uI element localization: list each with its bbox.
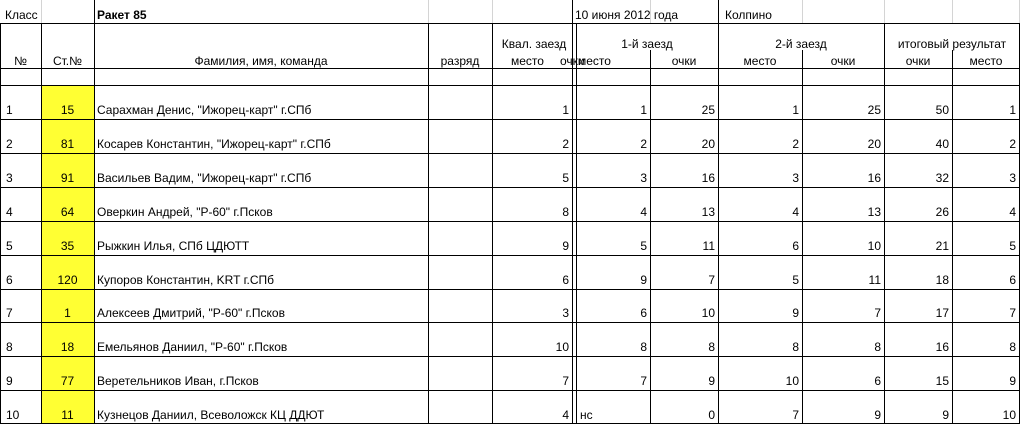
cell-final-place: 10 <box>1002 408 1016 422</box>
event-place: Колпино <box>725 8 772 22</box>
grid-line <box>41 23 42 424</box>
cell-name: Купоров Константин, KRT г.СПб <box>97 273 274 287</box>
cell-final-points: 16 <box>935 340 949 354</box>
cell-race1-points: 0 <box>708 408 715 422</box>
cell-race2-place: 9 <box>792 306 799 320</box>
cell-final-points: 32 <box>935 171 949 185</box>
cell-num: 8 <box>6 340 13 354</box>
cell-race1-place: нс <box>580 408 593 422</box>
event-date: 10 июня 2012 года <box>575 8 679 22</box>
grid-line <box>0 289 1020 290</box>
cell-race2-points: 11 <box>868 273 881 287</box>
cell-num: 1 <box>6 103 13 117</box>
cell-race2-points: 7 <box>874 306 881 320</box>
cell-race2-points: 25 <box>867 103 881 117</box>
cell-race1-points: 10 <box>701 306 715 320</box>
grid-line <box>802 0 803 23</box>
cell-final-points: 40 <box>935 137 949 151</box>
col-race1: 1-й заезд <box>621 37 673 51</box>
cell-name: Косарев Константин, "Ижорец-карт" г.СПб <box>97 137 331 151</box>
cell-race1-points: 16 <box>701 171 715 185</box>
cell-qual-place: 8 <box>562 205 569 219</box>
cell-qual-place: 2 <box>562 137 569 151</box>
cell-qual-place: 4 <box>562 408 569 422</box>
cell-race2-place: 6 <box>792 239 799 253</box>
cell-final-place: 9 <box>1009 374 1016 388</box>
cell-qual-place: 7 <box>562 374 569 388</box>
grid-line <box>0 23 1 424</box>
cell-race1-place: 3 <box>640 171 647 185</box>
cell-num: 9 <box>6 374 13 388</box>
col-start-num: Ст.№ <box>52 54 83 68</box>
cell-num: 7 <box>6 306 13 320</box>
cell-start-num: 15 <box>60 103 75 117</box>
col-final: итоговый результат <box>897 37 1007 51</box>
cell-race1-place: 4 <box>640 205 647 219</box>
cell-race1-place: 7 <box>640 374 647 388</box>
cell-final-points: 15 <box>935 374 949 388</box>
grid-line <box>0 119 1020 120</box>
cell-num: 6 <box>6 273 13 287</box>
cell-race2-place: 7 <box>792 408 799 422</box>
col-race2: 2-й заезд <box>775 37 827 51</box>
cell-start-num: 1 <box>64 306 71 320</box>
cell-start-num: 120 <box>57 273 78 287</box>
grid-line <box>0 68 1020 69</box>
grid-line <box>0 255 1020 256</box>
cell-race1-place: 6 <box>640 306 647 320</box>
cell-name: Васильев Вадим, "Ижорец-карт" г.СПб <box>97 171 312 185</box>
cell-race2-place: 8 <box>792 340 799 354</box>
cell-num: 5 <box>6 239 13 253</box>
cell-qual-place: 9 <box>562 239 569 253</box>
cell-qual-place: 5 <box>562 171 569 185</box>
cell-num: 10 <box>6 408 20 422</box>
cell-race2-points: 20 <box>867 137 881 151</box>
cell-qual-place: 6 <box>562 273 569 287</box>
grid-line <box>0 356 1020 357</box>
cell-race1-points: 9 <box>708 374 715 388</box>
cell-final-place: 4 <box>1009 205 1016 219</box>
grid-line <box>650 0 651 23</box>
col-race1-place: место <box>578 54 611 68</box>
cell-final-points: 18 <box>935 273 949 287</box>
cell-name: Емельянов Даниил, "Р-60" г.Псков <box>97 340 288 354</box>
col-race2-points: очки <box>830 54 856 68</box>
cell-final-points: 50 <box>935 103 949 117</box>
cell-final-place: 8 <box>1009 340 1016 354</box>
cell-race1-place: 5 <box>640 239 647 253</box>
cell-final-points: 26 <box>935 205 949 219</box>
col-race2-place: место <box>743 54 777 68</box>
cell-num: 4 <box>6 205 13 219</box>
cell-start-num: 11 <box>61 408 74 422</box>
cell-final-place: 6 <box>1009 273 1016 287</box>
cell-final-place: 3 <box>1009 171 1016 185</box>
cell-race2-points: 6 <box>874 374 881 388</box>
cell-race1-place: 8 <box>640 340 647 354</box>
cell-race2-place: 1 <box>792 103 799 117</box>
cell-race1-points: 7 <box>708 273 715 287</box>
cell-race1-place: 2 <box>640 137 647 151</box>
cell-race1-points: 13 <box>701 205 715 219</box>
grid-line <box>884 0 885 23</box>
cell-race1-place: 1 <box>640 103 647 117</box>
cell-start-num: 18 <box>60 340 75 354</box>
col-final-points: очки <box>905 54 931 68</box>
grid-line <box>41 0 42 23</box>
cell-num: 2 <box>6 137 13 151</box>
cell-name: Кузнецов Даниил, Всеволожск КЦ ДДЮТ <box>97 408 325 422</box>
cell-final-points: 9 <box>942 408 949 422</box>
cell-race2-points: 9 <box>874 408 881 422</box>
col-qual-points: очки <box>560 54 585 68</box>
cell-race1-points: 8 <box>708 340 715 354</box>
col-num: № <box>14 54 27 68</box>
grid-line <box>952 0 953 23</box>
grid-line <box>0 153 1020 154</box>
grid-line <box>0 23 1020 24</box>
cell-qual-place: 1 <box>562 103 569 117</box>
cell-name: Рыжкин Илья, СПб ЦДЮТТ <box>97 239 250 253</box>
cell-name: Веретельников Иван, г.Псков <box>97 374 259 388</box>
cell-name: Оверкин Андрей, "Р-60" г.Псков <box>97 205 273 219</box>
grid-line <box>0 390 1020 391</box>
cell-start-num: 64 <box>60 205 75 219</box>
grid-line <box>0 85 1020 86</box>
col-rank: разряд <box>440 54 480 68</box>
cell-qual-place: 3 <box>562 306 569 320</box>
cell-start-num: 35 <box>60 239 75 253</box>
grid-line <box>428 23 429 424</box>
grid-line <box>0 221 1020 222</box>
cell-race1-points: 20 <box>701 137 715 151</box>
grid-line <box>492 0 493 23</box>
cell-final-place: 1 <box>1009 103 1016 117</box>
grid-line <box>884 23 885 424</box>
col-qual: Квал. заезд <box>501 37 567 51</box>
cell-race2-place: 2 <box>792 137 799 151</box>
cell-race2-place: 4 <box>792 205 799 219</box>
cell-final-points: 17 <box>935 306 949 320</box>
cell-start-num: 77 <box>60 374 75 388</box>
cell-start-num: 91 <box>60 171 75 185</box>
cell-race2-points: 13 <box>867 205 881 219</box>
cell-qual-place: 10 <box>555 340 569 354</box>
cell-race1-points: 25 <box>701 103 715 117</box>
col-qual-place: место <box>511 54 544 68</box>
cell-race2-place: 10 <box>785 374 799 388</box>
cell-start-num: 81 <box>60 137 75 151</box>
cell-name: Сарахман Денис, "Ижорец-карт" г.СПб <box>97 103 312 117</box>
cell-final-place: 2 <box>1009 137 1016 151</box>
cell-final-place: 5 <box>1009 239 1016 253</box>
col-final-place: место <box>969 54 1003 68</box>
grid-line <box>572 0 573 424</box>
cell-race1-points: 11 <box>702 239 715 253</box>
cell-race2-place: 5 <box>792 273 799 287</box>
cell-race2-points: 10 <box>867 239 881 253</box>
cell-race2-points: 16 <box>867 171 881 185</box>
cell-name: Алексеев Дмитрий, "Р-60" г.Псков <box>97 306 285 320</box>
cell-race1-place: 9 <box>640 273 647 287</box>
class-value: Ракет 85 <box>97 8 147 22</box>
cell-race2-points: 8 <box>874 340 881 354</box>
cell-num: 3 <box>6 171 13 185</box>
cell-final-place: 7 <box>1009 306 1016 320</box>
grid-line <box>492 23 493 424</box>
cell-final-points: 21 <box>935 239 949 253</box>
cell-race2-place: 3 <box>792 171 799 185</box>
grid-line <box>576 23 577 424</box>
class-label: Класс <box>5 8 38 22</box>
grid-line <box>428 0 429 23</box>
col-name: Фамилия, имя, команда <box>194 54 328 68</box>
col-race1-points: очки <box>671 54 697 68</box>
grid-line <box>0 322 1020 323</box>
grid-line <box>0 187 1020 188</box>
